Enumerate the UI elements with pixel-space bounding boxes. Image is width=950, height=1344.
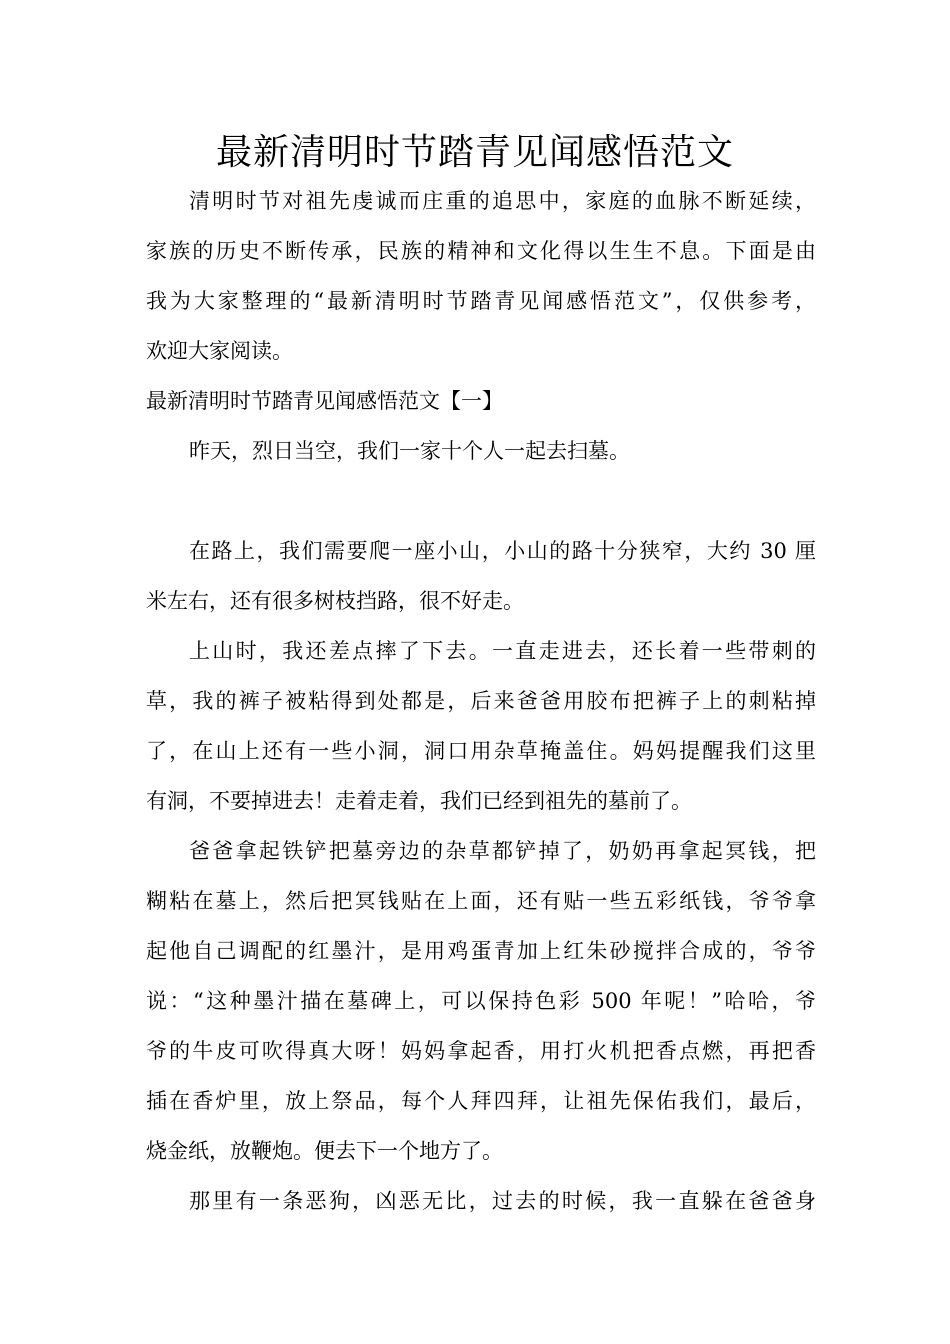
- intro-line: 欢迎大家阅读。: [146, 339, 293, 363]
- paragraph-line: 插在香炉里，放上祭品，每个人拜四拜，让祖先保佑我们，最后，: [146, 1089, 816, 1113]
- page-title: 最新清明时节踏青见闻感悟范文: [215, 132, 734, 173]
- paragraph-line: 爷的牛皮可吹得真大呀！妈妈拿起香，用打火机把香点燃，再把香: [146, 1039, 816, 1063]
- intro-line: 我为大家整理的“最新清明时节踏青见闻感悟范文”，仅供参考，: [146, 289, 816, 313]
- section-heading: 最新清明时节踏青见闻感悟范文【一】: [146, 389, 503, 413]
- paragraph-line: 烧金纸，放鞭炮。便去下一个地方了。: [146, 1139, 503, 1163]
- paragraph-line: 糊粘在墓上，然后把冥钱贴在上面，还有贴一些五彩纸钱，爷爷拿: [146, 889, 816, 913]
- paragraph-line: 在路上，我们需要爬一座小山，小山的路十分狭窄，大约 30 厘: [189, 539, 816, 563]
- intro-line: 清明时节对祖先虔诚而庄重的追思中，家庭的血脉不断延续，: [189, 189, 816, 213]
- paragraph-line: 爸爸拿起铁铲把墓旁边的杂草都铲掉了，奶奶再拿起冥钱，把: [189, 839, 816, 863]
- paragraph-line: 草，我的裤子被粘得到处都是，后来爸爸用胶布把裤子上的刺粘掉: [146, 689, 816, 713]
- intro-line: 家族的历史不断传承，民族的精神和文化得以生生不息。下面是由: [146, 239, 816, 263]
- paragraph-line: 那里有一条恶狗，凶恶无比，过去的时候，我一直躲在爸爸身: [189, 1189, 816, 1213]
- paragraph-line: 上山时，我还差点摔了下去。一直走进去，还长着一些带刺的: [189, 639, 816, 663]
- paragraph-line: 米左右，还有很多树枝挡路，很不好走。: [146, 589, 524, 613]
- paragraph-line: 昨天，烈日当空，我们一家十个人一起去扫墓。: [189, 439, 630, 463]
- paragraph-line: 了，在山上还有一些小洞，洞口用杂草掩盖住。妈妈提醒我们这里: [146, 739, 816, 763]
- paragraph-line: 说：“这种墨汁描在墓碑上，可以保持色彩 500 年呢！”哈哈，爷: [146, 989, 816, 1013]
- paragraph-line: 起他自己调配的红墨汁，是用鸡蛋青加上红朱砂搅拌合成的，爷爷: [146, 939, 816, 963]
- paragraph-line: 有洞，不要掉进去！走着走着，我们已经到祖先的墓前了。: [146, 789, 692, 813]
